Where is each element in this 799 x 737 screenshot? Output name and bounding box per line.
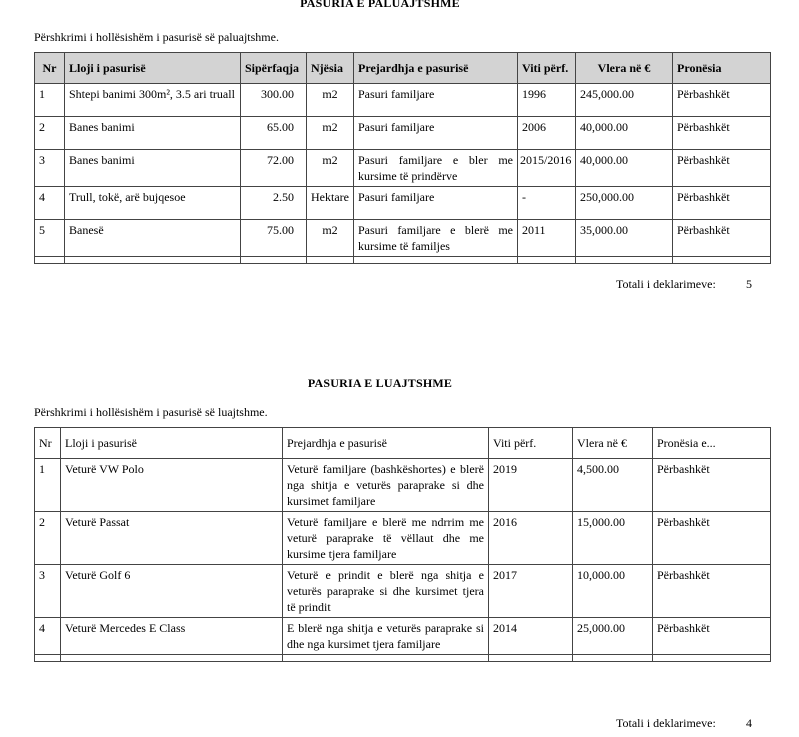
cell-value: 40,000.00 xyxy=(576,150,673,187)
cell-type: Veturë Mercedes E Class xyxy=(61,618,283,655)
cell-origin: Veturë familjare e blerë me ndrrim me veturë paraprake të vëllaut dhe me kursime tjera familjare xyxy=(283,512,489,565)
table-spacer-row xyxy=(35,655,771,662)
table-row xyxy=(35,150,771,187)
cell-year: 2006 xyxy=(518,117,576,150)
cell-ownership: Përbashkët xyxy=(673,84,771,117)
table-header-row xyxy=(35,53,771,84)
cell-value: 245,000.00 xyxy=(576,84,673,117)
cell-year: 2014 xyxy=(489,618,573,655)
total-value: 4 xyxy=(746,716,752,730)
cell-origin: E blerë nga shitja e veturës paraprake si dhe nga kursimet tjera familjare xyxy=(283,618,489,655)
header-ownership: Pronësia xyxy=(673,53,771,84)
cell-year: - xyxy=(518,187,576,220)
immovable-property-table xyxy=(34,52,771,264)
movable-property-table xyxy=(34,427,771,662)
section2-description: Përshkrimi i hollësishëm i pasurisë së luajtshme. xyxy=(34,405,268,419)
cell-value: 250,000.00 xyxy=(576,187,673,220)
header-value: Vlera në € xyxy=(576,53,673,84)
cell-unit: m2 xyxy=(307,220,354,257)
header-year: Viti përf. xyxy=(518,53,576,84)
cell-value: 4,500.00 xyxy=(573,459,653,512)
cell-origin: Veturë familjare (bashkëshortes) e blerë nga shitja e veturës paraprake si dhe kursimet familjare xyxy=(283,459,489,512)
total-value: 5 xyxy=(746,277,752,291)
cell-year: 2019 xyxy=(489,459,573,512)
table-row xyxy=(35,84,771,117)
header-nr: Nr xyxy=(35,53,65,84)
cell-ownership: Përbashkët xyxy=(673,187,771,220)
cell-nr: 3 xyxy=(35,150,65,187)
table-row xyxy=(35,459,771,512)
cell-type: Shtepi banimi 300m², 3.5 ari truall xyxy=(65,84,241,117)
cell-nr: 3 xyxy=(35,565,61,618)
header-unit: Njësia xyxy=(307,53,354,84)
cell-area: 2.50 xyxy=(241,187,307,220)
cell-origin: Pasuri familjare xyxy=(354,84,518,117)
cell-area: 300.00 xyxy=(241,84,307,117)
section2-total xyxy=(616,716,752,731)
cell-year: 2017 xyxy=(489,565,573,618)
header-area: Sipërfaqja xyxy=(241,53,307,84)
cell-type: Veturë Golf 6 xyxy=(61,565,283,618)
cell-origin: Veturë e prindit e blerë nga shitja e veturës paraprake si dhe kursimet tjera të prindit xyxy=(283,565,489,618)
cell-type: Veturë Passat xyxy=(61,512,283,565)
table-row xyxy=(35,187,771,220)
cell-value: 25,000.00 xyxy=(573,618,653,655)
total-label: Totali i deklarimeve: xyxy=(616,716,716,730)
cell-nr: 5 xyxy=(35,220,65,257)
section2-title: PASURIA E LUAJTSHME xyxy=(307,376,453,390)
cell-origin: Pasuri familjare e bler me kursime të prindërve xyxy=(354,150,518,187)
cell-value: 40,000.00 xyxy=(576,117,673,150)
cell-type: Banes banimi xyxy=(65,117,241,150)
cell-type: Banesë xyxy=(65,220,241,257)
cell-type: Trull, tokë, arë bujqesoe xyxy=(65,187,241,220)
cell-ownership: Përbashkët xyxy=(653,512,771,565)
header-origin: Prejardhja e pasurisë xyxy=(283,428,489,459)
cell-year: 2011 xyxy=(518,220,576,257)
cell-origin: Pasuri familjare xyxy=(354,187,518,220)
cell-origin: Pasuri familjare xyxy=(354,117,518,150)
header-ownership: Pronësia e... xyxy=(653,428,771,459)
cell-area: 65.00 xyxy=(241,117,307,150)
table-row xyxy=(35,618,771,655)
header-value: Vlera në € xyxy=(573,428,653,459)
cell-unit: Hektare xyxy=(307,187,354,220)
cell-year: 1996 xyxy=(518,84,576,117)
cell-unit: m2 xyxy=(307,84,354,117)
cell-ownership: Përbashkët xyxy=(673,117,771,150)
table-row xyxy=(35,117,771,150)
header-nr: Nr xyxy=(35,428,61,459)
cell-value: 15,000.00 xyxy=(573,512,653,565)
cell-nr: 2 xyxy=(35,512,61,565)
table-header-row xyxy=(35,428,771,459)
section1-title: PASURIA E PALUAJTSHME xyxy=(300,0,460,10)
cell-value: 10,000.00 xyxy=(573,565,653,618)
section1-total xyxy=(616,277,752,292)
cell-nr: 2 xyxy=(35,117,65,150)
cell-nr: 4 xyxy=(35,187,65,220)
cell-nr: 1 xyxy=(35,84,65,117)
header-year: Viti përf. xyxy=(489,428,573,459)
table-row xyxy=(35,512,771,565)
table-spacer-row xyxy=(35,257,771,264)
cell-type: Banes banimi xyxy=(65,150,241,187)
header-origin: Prejardhja e pasurisë xyxy=(354,53,518,84)
cell-unit: m2 xyxy=(307,150,354,187)
cell-origin: Pasuri familjare e blerë me kursime të familjes xyxy=(354,220,518,257)
total-label: Totali i deklarimeve: xyxy=(616,277,716,291)
cell-ownership: Përbashkët xyxy=(653,565,771,618)
cell-ownership: Përbashkët xyxy=(673,150,771,187)
cell-ownership: Përbashkët xyxy=(653,459,771,512)
header-type: Lloji i pasurisë xyxy=(65,53,241,84)
cell-year: 2016 xyxy=(489,512,573,565)
cell-type: Veturë VW Polo xyxy=(61,459,283,512)
cell-area: 72.00 xyxy=(241,150,307,187)
section1-description: Përshkrimi i hollësishëm i pasurisë së paluajtshme. xyxy=(34,30,279,44)
table-row xyxy=(35,220,771,257)
cell-area: 75.00 xyxy=(241,220,307,257)
cell-value: 35,000.00 xyxy=(576,220,673,257)
table-row xyxy=(35,565,771,618)
cell-nr: 1 xyxy=(35,459,61,512)
cell-year: 2015/2016 xyxy=(518,150,576,187)
cell-nr: 4 xyxy=(35,618,61,655)
cell-unit: m2 xyxy=(307,117,354,150)
header-type: Lloji i pasurisë xyxy=(61,428,283,459)
cell-ownership: Përbashkët xyxy=(673,220,771,257)
cell-ownership: Përbashkët xyxy=(653,618,771,655)
